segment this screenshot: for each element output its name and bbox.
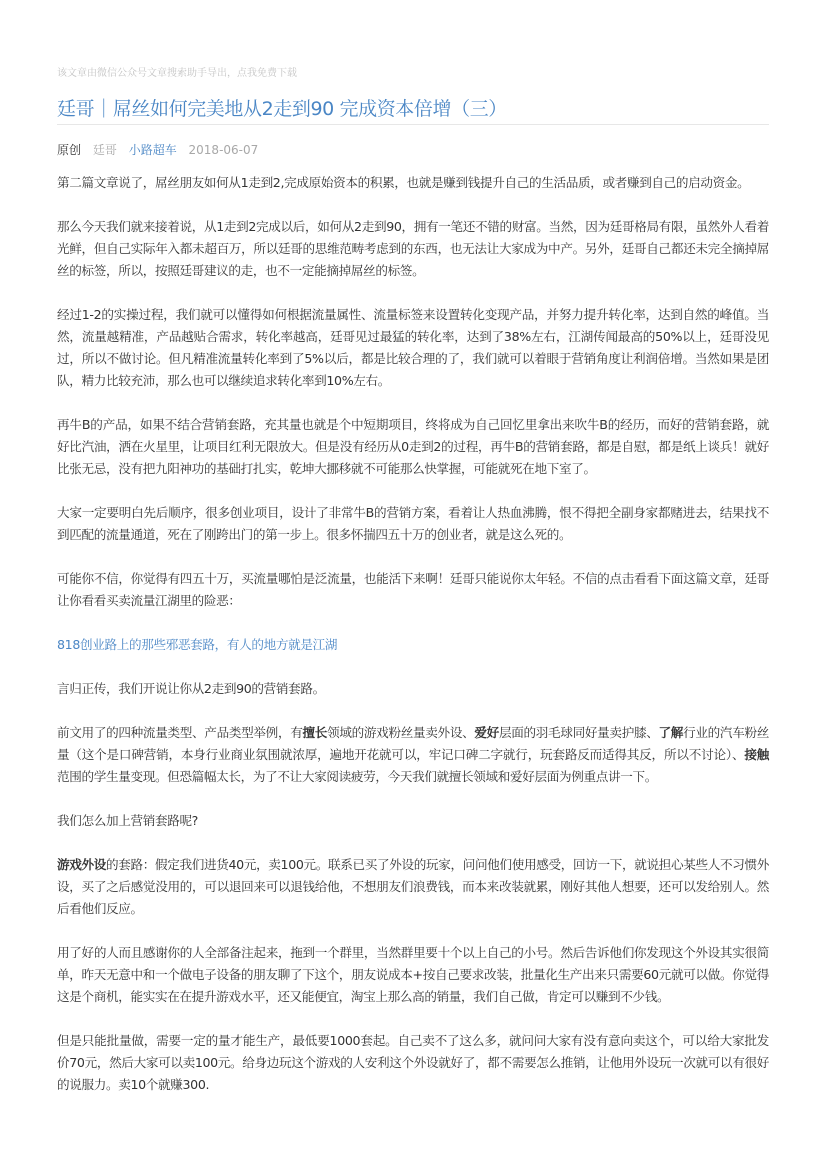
original-label: 原创 — [57, 143, 82, 157]
publish-date: 2018-06-07 — [188, 143, 259, 157]
paragraph: 第二篇文章说了，屌丝朋友如何从1走到2,完成原始资本的积累，也就是赚到钱提升自己的生活品质，或者赚到自己的启动资金。 — [57, 175, 750, 190]
paragraph: 那么今天我们就来接着说，从1走到2完成以后，如何从2走到90，拥有一笔还不错的财富。当然，因为廷哥格局有限，虽然外人看着光鲜，但自己实际年入都未超百万，所以廷哥的思维范畴考虑到的东西，也无法让大家成为中产。另外，廷哥自己都还未完全摘掉屌丝的标签，所以，按照廷哥建议的走，也不一定能摘掉屌丝的标签。 — [57, 219, 769, 278]
keyword-bold: 擅长 — [302, 725, 328, 740]
paragraph: 经过1-2的实操过程，我们就可以懂得如何根据流量属性、流量标签来设置转化变现产品，并努力提升转化率，达到自然的峰值。当然，流量越精准，产品越贴合需求，转化率越高，廷哥见过最猛的转化率，达到了38%左右，江湖传闻最高的50%以上，廷哥没见过，所以不做讨论。但凡精准流量转化率到了5%以后，都是比较合理的了，我们就可以着眼于营销角度让利润倍增。当然如果是团队，精力比较充沛，那么也可以继续追求转化率到10%左右。 — [57, 307, 769, 388]
title-divider — [57, 124, 769, 125]
related-article-link[interactable]: 818创业路上的那些邪恶套路，有人的地方就是江湖 — [57, 637, 338, 652]
keyword-bold: 爱好 — [474, 725, 499, 740]
article-meta — [57, 141, 266, 158]
text-run: 行业的汽车粉丝量（这个是口碑营销，本身行业商业氛围就浓厚，遍地开花就可以，牢记口碑二字就行，玩套路反而适得其反，所以不讨论）、 — [57, 725, 769, 762]
keyword-bold: 了解 — [658, 725, 684, 740]
text-run: 领域的游戏粉丝量卖外设、 — [327, 725, 475, 740]
article-body — [57, 172, 769, 1118]
keyword-bold: 游戏外设 — [57, 857, 106, 872]
paragraph: 我们怎么加上营销套路呢? — [57, 813, 199, 828]
keyword-bold: 接触 — [744, 747, 769, 762]
export-watermark[interactable]: 该文章由微信公众号文章搜索助手导出，点我免费下载 — [57, 68, 297, 79]
article-title: 廷哥｜屌丝如何完美地从2走到90 完成资本倍增（三） — [57, 98, 507, 120]
paragraph: 再牛B的产品，如果不结合营销套路，充其量也就是个中短期项目，终将成为自己回忆里拿出来吹牛B的经历，而好的营销套路，就好比汽油，洒在火星里，让项目红利无限放大。但是没有经历从0走到2的过程，再牛B的营销套路，都是自慰，都是纸上谈兵！就好比张无忌，没有把九阳神功的基础打扎实，乾坤大挪移就不可能那么快掌握，可能就死在地下室了。 — [57, 417, 769, 476]
text-run: 前文用了的四种流量类型、产品类型举例，有 — [57, 725, 303, 740]
text-run: 的套路：假定我们进货40元，卖100元。联系已买了外设的玩家，问问他们使用感受，回访一下，就说担心某些人不习惯外设，买了之后感觉没用的，可以退回来可以退钱给他，不想朋友们浪费钱，而本来改装就累，刚好其他人想要，还可以发给别人。然后看他们反应。 — [57, 857, 769, 916]
author-name: 廷哥 — [92, 143, 117, 157]
paragraph: 大家一定要明白先后顺序，很多创业项目，设计了非常牛B的营销方案，看着让人热血沸腾，恨不得把全副身家都赌进去，结果找不到匹配的流量通道，死在了刚跨出门的第一步上。很多怀揣四五十万的创业者，就是这么死的。 — [57, 505, 769, 542]
text-run: 层面的羽毛球同好量卖护膝、 — [498, 725, 659, 740]
paragraph: 但是只能批量做，需要一定的量才能生产，最低要1000套起。自己卖不了这么多，就问问大家有没有意向卖这个，可以给大家批发价70元，然后大家可以卖100元。给身边玩这个游戏的人安利这个外设就好了，都不需要怎么推销，让他用外设玩一次就可以有很好的说服力。卖10个就赚300. — [57, 1033, 769, 1092]
paragraph: 言归正传，我们开说让你从2走到90的营销套路。 — [57, 681, 325, 696]
paragraph-examples — [57, 722, 769, 788]
paragraph: 可能你不信，你觉得有四五十万，买流量哪怕是泛流量，也能活下来啊！廷哥只能说你太年轻。不信的点击看看下面这篇文章，廷哥让你看看买卖流量江湖里的险恶： — [57, 571, 769, 608]
paragraph-game — [57, 854, 769, 920]
text-run: 范围的学生量变现。但恐篇幅太长，为了不让大家阅读疲劳，今天我们就擅长领域和爱好层面为例重点讲一下。 — [57, 769, 657, 784]
account-link[interactable]: 小路超车 — [128, 143, 177, 157]
paragraph: 用了好的人而且感谢你的人全部备注起来，拖到一个群里，当然群里要十个以上自己的小号。然后告诉他们你发现这个外设其实很简单，昨天无意中和一个做电子设备的朋友聊了下这个，朋友说成本+按自己要求改装，批量化生产出来只需要60元就可以做。你觉得这是个商机，能实实在在提升游戏水平，还又能便宜，淘宝上那么高的销量，我们自己做，肯定可以赚到不少钱。 — [57, 945, 769, 1004]
